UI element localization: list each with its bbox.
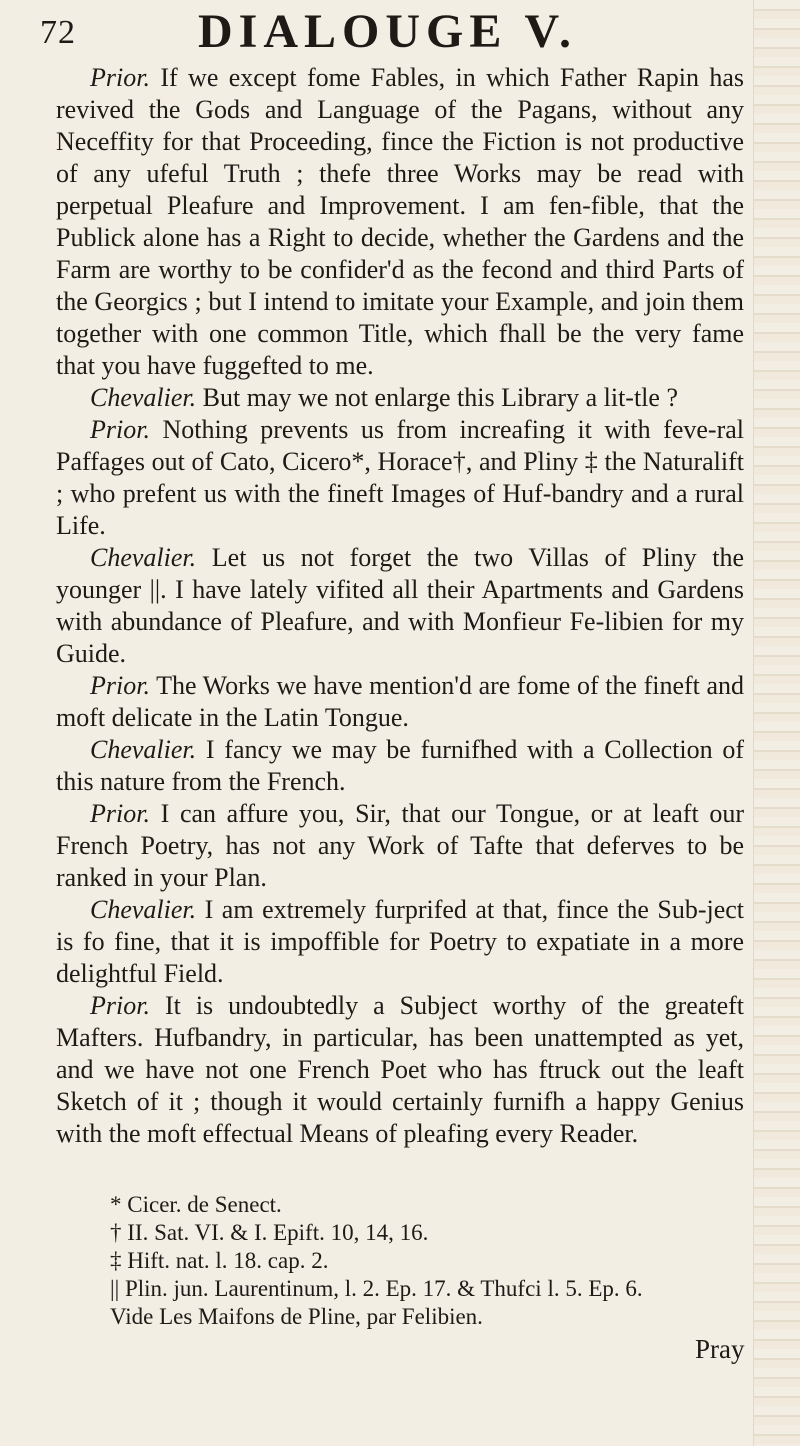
paragraph-text: Nothing prevents us from increafing it with feve-ral Paffages out of Cato, Cicero*, Horace†, and Pliny ‡ the Naturalift ; who prefent us with the fineft Images of Huf-bandry and a rural Life. bbox=[56, 415, 744, 540]
footnote: Vide Les Maifons de Pline, par Felibien. bbox=[110, 1304, 483, 1329]
dialogue-text bbox=[56, 62, 744, 1150]
footnote: † II. Sat. VI. & I. Epift. 10, 14, 16. bbox=[110, 1220, 429, 1245]
speaker-name: Prior. bbox=[90, 415, 150, 444]
paragraph bbox=[56, 894, 744, 990]
page-header bbox=[40, 0, 740, 60]
running-head: DIALOUGE V. bbox=[198, 5, 577, 58]
paragraph bbox=[56, 798, 744, 894]
paragraph bbox=[56, 382, 744, 414]
page-number: 72 bbox=[40, 14, 76, 51]
paragraph bbox=[56, 734, 744, 798]
page-edge bbox=[753, 0, 800, 1446]
speaker-name: Chevalier. bbox=[90, 543, 197, 572]
paragraph-text: The Works we have mention'd are fome of the fineft and moft delicate in the Latin Tongue. bbox=[56, 671, 745, 732]
paragraph bbox=[56, 542, 744, 670]
paragraph bbox=[56, 414, 744, 542]
footnote: * Cicer. de Senect. bbox=[110, 1192, 282, 1217]
speaker-name: Chevalier. bbox=[90, 735, 197, 764]
paragraph-text: If we except fome Fables, in which Father Rapin has revived the Gods and Language of the Pagans, without any Neceffity for that Proceeding, fince the Fiction is not productive of any ufeful Truth ; thefe three Works may be read with perpetual Pleafure and Improvement. I am fen-fible, that the Publick alone has a Right to decide, whether the Gardens and the Farm are worthy to be confider'd as the fecond and third Parts of the Georgics ; but I intend to imitate your Example, and join them together with one common Title, which fhall be the very fame that you have fuggefted to me. bbox=[56, 63, 745, 380]
paragraph-text: I am extremely furprifed at that, fince the Sub-ject is fo fine, that it is impoffible for Poetry to expatiate in a more delightful Field. bbox=[56, 895, 745, 988]
paragraph-text: It is undoubtedly a Subject worthy of the greateft Mafters. Hufbandry, in particular, has been unattempted as yet, and we have not one French Poet who has ftruck out the leaft Sketch of it ; though it would certainly furnifh a happy Genius with the moft effectual Means of pleafing every Reader. bbox=[56, 991, 745, 1148]
footnotes bbox=[110, 1191, 750, 1331]
footnote: ‡ Hift. nat. l. 18. cap. 2. bbox=[110, 1248, 329, 1273]
paragraph-text: But may we not enlarge this Library a lit-tle ? bbox=[202, 383, 678, 412]
speaker-name: Prior. bbox=[90, 671, 150, 700]
paragraph bbox=[56, 62, 744, 382]
speaker-name: Prior. bbox=[90, 799, 150, 828]
paragraph-text: I fancy we may be furnifhed with a Collection of this nature from the French. bbox=[56, 735, 744, 796]
catchword: Pray bbox=[695, 1334, 745, 1364]
speaker-name: Chevalier. bbox=[90, 383, 197, 412]
footnote: || Plin. jun. Laurentinum, l. 2. Ep. 17. & Thufci l. 5. Ep. 6. bbox=[110, 1276, 643, 1301]
speaker-name: Prior. bbox=[90, 991, 150, 1020]
speaker-name: Chevalier. bbox=[90, 895, 197, 924]
speaker-name: Prior. bbox=[90, 63, 150, 92]
paragraph-text: Let us not forget the two Villas of Pliny the younger ||. I have lately vifited all their Apartments and Gardens with abundance of Pleafure, and with Monfieur Fe-libien for my Guide. bbox=[56, 543, 745, 668]
paragraph-text: I can affure you, Sir, that our Tongue, or at leaft our French Poetry, has not any Work of Tafte that deferves to be ranked in your Plan. bbox=[56, 799, 745, 892]
paragraph bbox=[56, 990, 744, 1150]
paragraph bbox=[56, 670, 744, 734]
